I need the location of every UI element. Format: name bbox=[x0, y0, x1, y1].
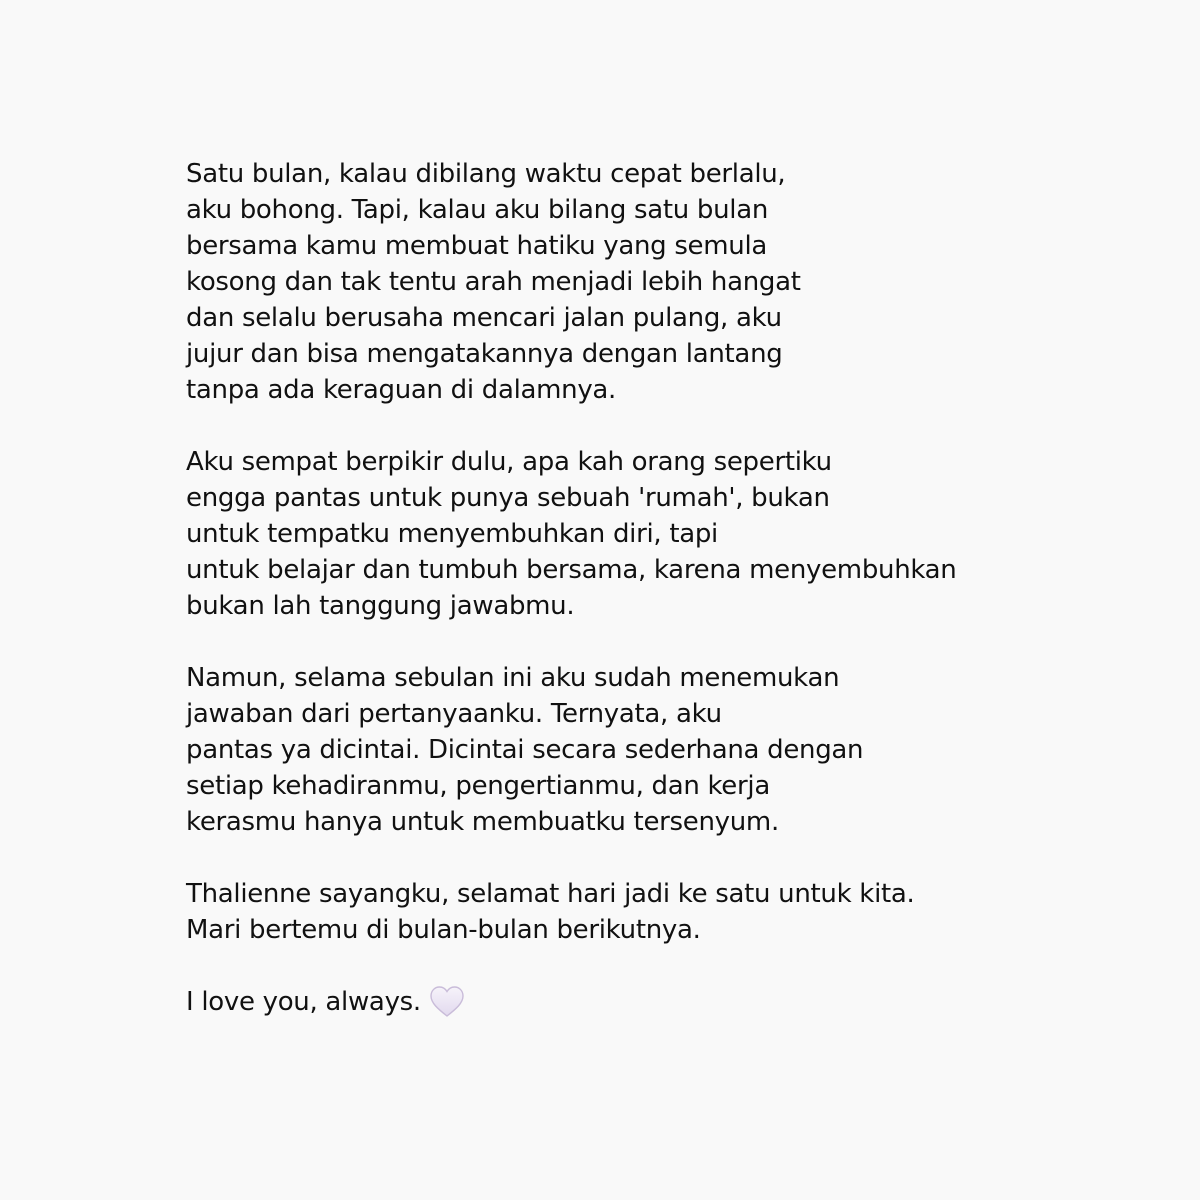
text-line: kerasmu hanya untuk membuatku tersenyum. bbox=[186, 807, 779, 837]
text-line: bersama kamu membuat hatiku yang semula bbox=[186, 231, 768, 261]
text-line: untuk tempatku menyembuhkan diri, tapi bbox=[186, 519, 718, 549]
text-line: Mari bertemu di bulan-bulan berikutnya. bbox=[186, 915, 701, 945]
paragraph-2 bbox=[186, 444, 1186, 624]
text-line: Satu bulan, kalau dibilang waktu cepat berlalu, bbox=[186, 159, 786, 189]
heart-shape bbox=[431, 987, 463, 1016]
text-line: bukan lah tanggung jawabmu. bbox=[186, 591, 575, 621]
text-line: dan selalu berusaha mencari jalan pulang, aku bbox=[186, 303, 782, 333]
text-line: Thalienne sayangku, selamat hari jadi ke satu untuk kita. bbox=[186, 879, 915, 909]
text-line: jawaban dari pertanyaanku. Ternyata, aku bbox=[186, 699, 722, 729]
paragraph-3 bbox=[186, 660, 1186, 840]
text-line: pantas ya dicintai. Dicintai secara sederhana dengan bbox=[186, 735, 864, 765]
text-line: jujur dan bisa mengatakannya dengan lantang bbox=[186, 339, 783, 369]
text-line: Aku sempat berpikir dulu, apa kah orang sepertiku bbox=[186, 447, 832, 477]
text-line: untuk belajar dan tumbuh bersama, karena menyembuhkan bbox=[186, 555, 957, 585]
text-line: tanpa ada keraguan di dalamnya. bbox=[186, 375, 617, 405]
text-line: Namun, selama sebulan ini aku sudah menemukan bbox=[186, 663, 840, 693]
closing-line bbox=[186, 984, 1186, 1020]
text-line: aku bohong. Tapi, kalau aku bilang satu bulan bbox=[186, 195, 769, 225]
paragraph-1 bbox=[186, 156, 1186, 408]
text-line: engga pantas untuk punya sebuah 'rumah', bukan bbox=[186, 483, 830, 513]
letter-body bbox=[186, 156, 1186, 1020]
text-line: kosong dan tak tentu arah menjadi lebih hangat bbox=[186, 267, 801, 297]
closing-text: I love you, always. bbox=[186, 987, 421, 1017]
white-heart-icon bbox=[429, 985, 465, 1019]
text-line: setiap kehadiranmu, pengertianmu, dan kerja bbox=[186, 771, 770, 801]
paragraph-4 bbox=[186, 876, 1186, 948]
